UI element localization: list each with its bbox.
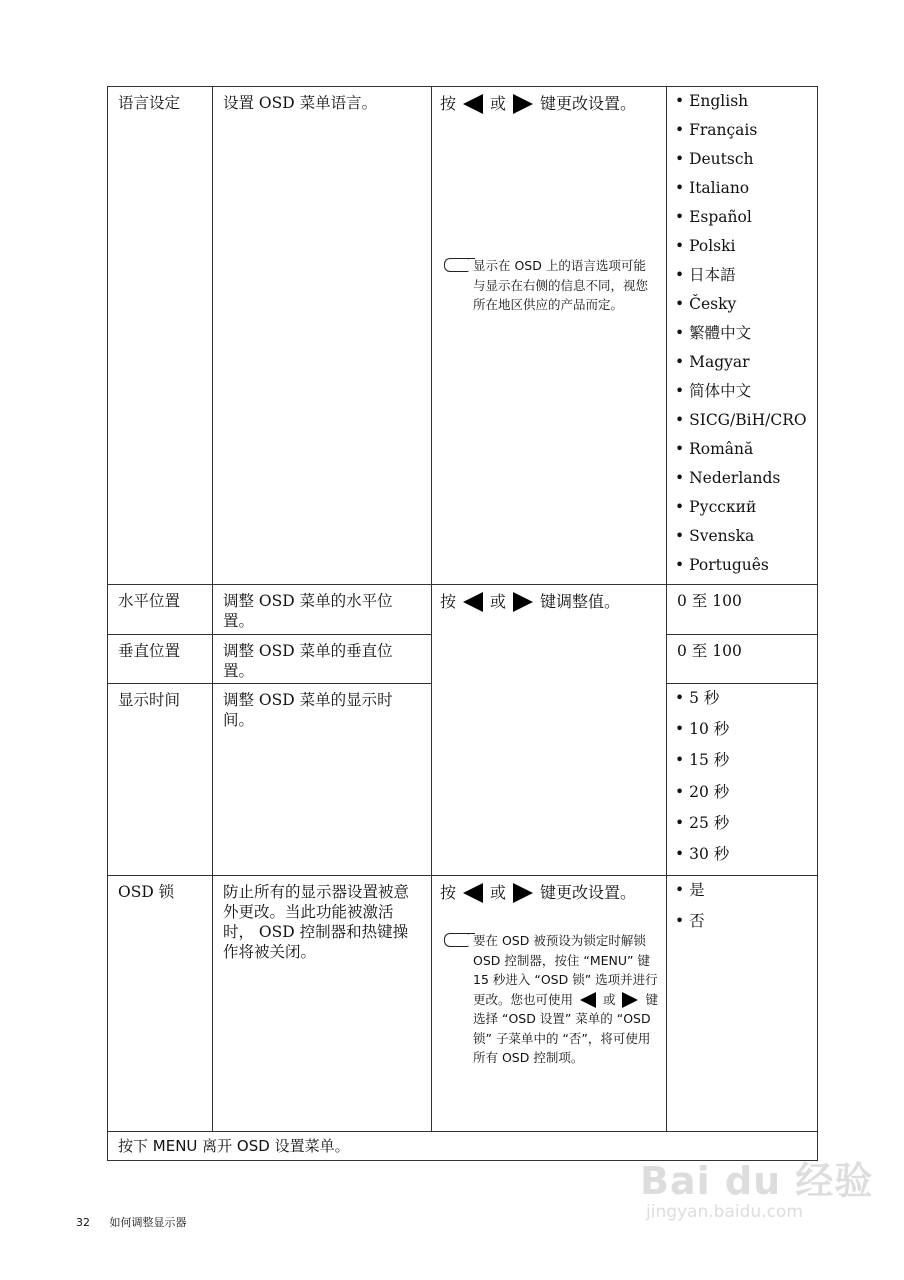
page-number: 32	[76, 1216, 90, 1229]
option-item: • 25 秒	[675, 813, 817, 844]
setting-desc: 调整 OSD 菜单的垂直位置。	[223, 642, 393, 680]
pointing-hand-icon	[444, 933, 469, 947]
instr-text: 键更改设置。	[540, 883, 637, 903]
instr-text: 键调整值。	[540, 592, 621, 611]
left-arrow-icon	[463, 883, 483, 903]
option-item: • 10 秒	[675, 719, 817, 750]
note-text: 要在 OSD 被预设为锁定时解锁 OSD 控制器，按住 “MENU” 键 15 秒进入 “OSD 锁” 选项并进行更改。您也可使用	[473, 933, 658, 1007]
page-footer	[76, 1214, 203, 1230]
range: 0 至 100	[677, 592, 742, 610]
setting-desc: 防止所有的显示器设置被意外更改。当此功能被激活时， OSD 控制器和热键操作将被关闭。	[223, 883, 410, 962]
section-title: 如何调整显示器	[109, 1216, 187, 1229]
option-item: • Русский	[675, 497, 817, 526]
option-item: • 日本語	[675, 265, 817, 294]
option-item: • English	[675, 91, 817, 120]
table-row-hpos	[108, 585, 818, 635]
option-item: • SICG/BiH/CRO	[675, 410, 817, 439]
option-item: • Italiano	[675, 178, 817, 207]
option-item: • 15 秒	[675, 750, 817, 781]
table-row-language	[108, 87, 818, 585]
right-arrow-icon	[513, 94, 533, 114]
left-arrow-icon	[580, 992, 596, 1008]
instr-text: 或	[490, 94, 507, 113]
option-item: • Română	[675, 439, 817, 468]
right-arrow-icon	[513, 883, 533, 903]
table-row-lock	[108, 876, 818, 1132]
option-item: • 简体中文	[675, 381, 817, 410]
note-text: 显示在 OSD 上的语言选项可能与显示在右侧的信息不同，视您所在地区供应的产品而定。	[473, 258, 649, 312]
timeout-options	[667, 684, 817, 875]
left-arrow-icon	[463, 592, 483, 612]
instr-text: 键更改设置。	[540, 94, 637, 113]
watermark-url: jingyan.baidu.com	[646, 1202, 803, 1222]
instruction	[432, 876, 666, 903]
right-arrow-icon	[513, 592, 533, 612]
range: 0 至 100	[677, 642, 742, 660]
option-item: • Português	[675, 555, 817, 584]
option-item: • Polski	[675, 236, 817, 265]
pointing-hand-icon	[444, 258, 469, 272]
left-arrow-icon	[463, 94, 483, 114]
setting-name: OSD 锁	[118, 883, 175, 902]
option-item: • 否	[675, 911, 817, 942]
instr-text: 按	[440, 94, 457, 113]
setting-name: 显示时间	[118, 691, 181, 709]
option-item: • 20 秒	[675, 782, 817, 813]
setting-name: 垂直位置	[118, 642, 181, 660]
setting-desc: 调整 OSD 菜单的显示时间。	[223, 691, 393, 729]
instr-text: 或	[490, 883, 507, 903]
option-item: • Deutsch	[675, 149, 817, 178]
option-item: • Česky	[675, 294, 817, 323]
setting-desc: 调整 OSD 菜单的水平位置。	[223, 592, 393, 630]
instruction	[432, 585, 666, 612]
language-options	[667, 87, 817, 584]
note-text: 键选择 “OSD 设置” 菜单的 “OSD 锁” 子菜单中的 “否”，将可使用所有 OSD 控制项。	[473, 991, 658, 1066]
option-item: • Magyar	[675, 352, 817, 381]
option-item: • Svenska	[675, 526, 817, 555]
exit-instruction: 按下 MENU 离开 OSD 设置菜单。	[108, 1132, 818, 1161]
instr-text: 按	[440, 592, 457, 611]
setting-name: 水平位置	[118, 592, 181, 610]
option-item: • 是	[675, 880, 817, 911]
osd-settings-table	[107, 86, 818, 1161]
option-item: • 繁體中文	[675, 323, 817, 352]
option-item: • Nederlands	[675, 468, 817, 497]
instr-text: 或	[490, 592, 507, 611]
instr-text: 按	[440, 883, 457, 903]
note	[432, 931, 666, 1068]
baidu-watermark-logo: Bai du 经验	[640, 1159, 874, 1203]
option-item: • 5 秒	[675, 688, 817, 719]
setting-name: 语言设定	[118, 94, 181, 112]
instruction	[432, 87, 666, 114]
lock-options	[667, 876, 817, 942]
option-item: • Français	[675, 120, 817, 149]
option-item: • 30 秒	[675, 844, 817, 875]
right-arrow-icon	[622, 992, 638, 1008]
option-item: • Español	[675, 207, 817, 236]
setting-desc: 设置 OSD 菜单语言。	[223, 94, 378, 112]
note	[432, 256, 666, 315]
note-text: 或	[602, 991, 616, 1007]
